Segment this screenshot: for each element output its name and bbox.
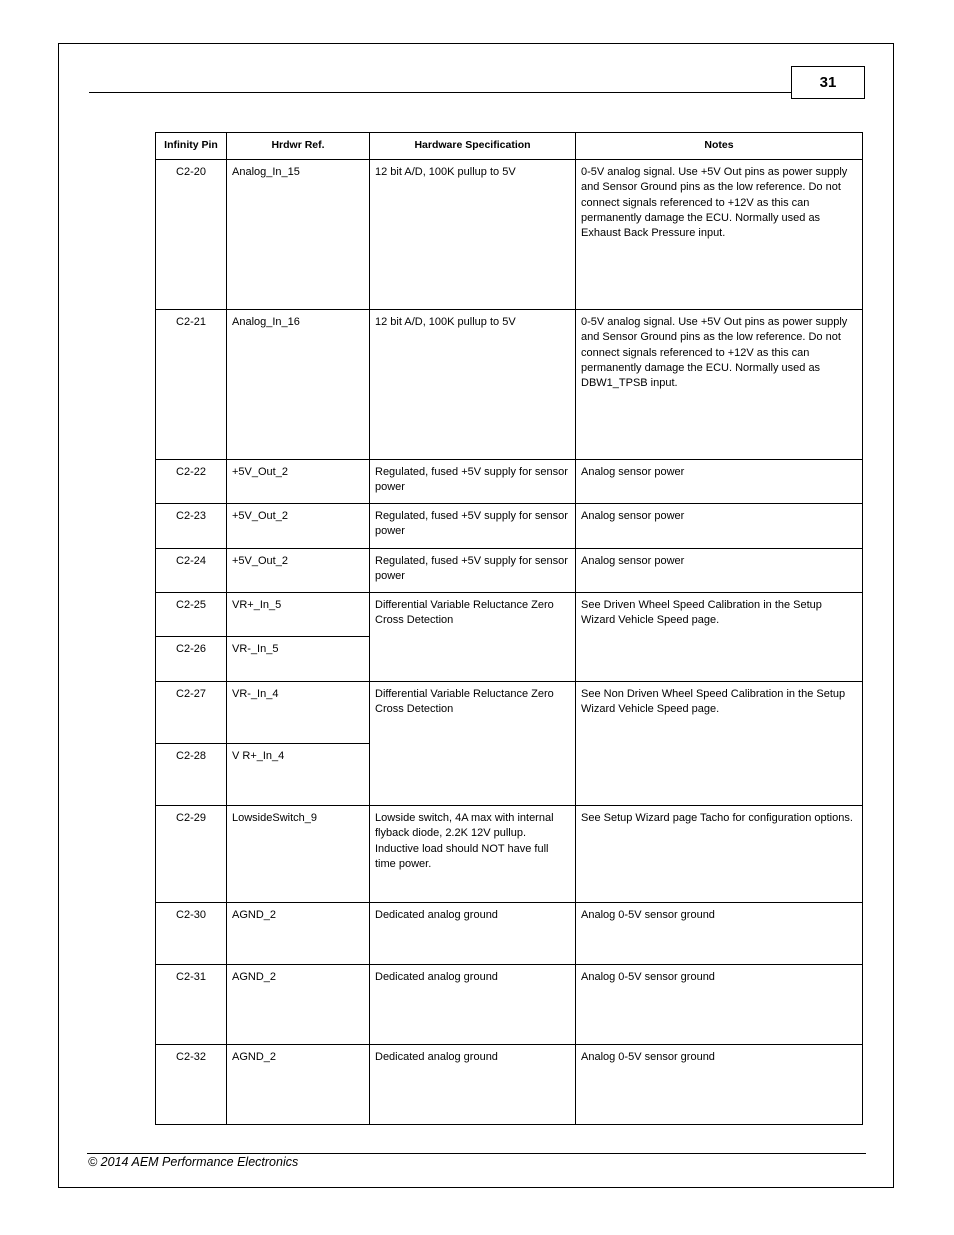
pin-cell: C2-32 (156, 1045, 227, 1125)
spec-cell: Regulated, fused +5V supply for sensor power (370, 460, 576, 504)
table-row (156, 460, 863, 504)
table-row (156, 903, 863, 965)
table-row (156, 593, 863, 637)
header-rule (89, 92, 792, 93)
pin-cell: C2-30 (156, 903, 227, 965)
ref-cell: LowsideSwitch_9 (227, 806, 370, 903)
header-hardware-spec: Hardware Specification (370, 133, 576, 160)
notes-cell: Analog sensor power (576, 460, 863, 504)
pinout-table (155, 132, 863, 1125)
notes-cell: Analog 0-5V sensor ground (576, 1045, 863, 1125)
spec-cell: 12 bit A/D, 100K pullup to 5V (370, 160, 576, 310)
spec-cell: Regulated, fused +5V supply for sensor power (370, 504, 576, 549)
notes-cell: Analog 0-5V sensor ground (576, 965, 863, 1045)
spec-cell: Dedicated analog ground (370, 965, 576, 1045)
header-infinity-pin: Infinity Pin (156, 133, 227, 160)
spec-cell: Differential Variable Reluctance Zero Cross Detection (370, 593, 576, 682)
header-hrdwr-ref: Hrdwr Ref. (227, 133, 370, 160)
table-row (156, 549, 863, 593)
pin-cell: C2-27 (156, 682, 227, 744)
notes-cell: Analog 0-5V sensor ground (576, 903, 863, 965)
notes-cell: See Driven Wheel Speed Calibration in the Setup Wizard Vehicle Speed page. (576, 593, 863, 682)
pin-cell: C2-24 (156, 549, 227, 593)
ref-cell: AGND_2 (227, 903, 370, 965)
ref-cell: +5V_Out_2 (227, 549, 370, 593)
pin-cell: C2-20 (156, 160, 227, 310)
notes-cell: See Setup Wizard page Tacho for configuration options. (576, 806, 863, 903)
spec-cell: Regulated, fused +5V supply for sensor power (370, 549, 576, 593)
table-row (156, 806, 863, 903)
ref-cell: V R+_In_4 (227, 744, 370, 806)
table-row (156, 310, 863, 460)
pin-cell: C2-23 (156, 504, 227, 549)
notes-cell: See Non Driven Wheel Speed Calibration in the Setup Wizard Vehicle Speed page. (576, 682, 863, 806)
notes-cell: Analog sensor power (576, 549, 863, 593)
ref-cell: AGND_2 (227, 965, 370, 1045)
spec-cell: Differential Variable Reluctance Zero Cross Detection (370, 682, 576, 806)
pin-cell: C2-25 (156, 593, 227, 637)
ref-cell: Analog_In_16 (227, 310, 370, 460)
notes-cell: 0-5V analog signal. Use +5V Out pins as power supply and Sensor Ground pins as the low reference. Do not connect signals referenced to +12V as this can permanently damage the ECU. Normally used as DBW1_TPSB input. (576, 310, 863, 460)
ref-cell: AGND_2 (227, 1045, 370, 1125)
spec-cell: 12 bit A/D, 100K pullup to 5V (370, 310, 576, 460)
table-header-row (156, 133, 863, 160)
pin-cell: C2-22 (156, 460, 227, 504)
pin-cell: C2-28 (156, 744, 227, 806)
spec-cell: Dedicated analog ground (370, 1045, 576, 1125)
spec-cell: Dedicated analog ground (370, 903, 576, 965)
table-row (156, 1045, 863, 1125)
footer-rule (87, 1153, 866, 1154)
ref-cell: VR-_In_5 (227, 637, 370, 682)
ref-cell: VR-_In_4 (227, 682, 370, 744)
ref-cell: +5V_Out_2 (227, 460, 370, 504)
pin-cell: C2-26 (156, 637, 227, 682)
table-row (156, 160, 863, 310)
footer-copyright: © 2014 AEM Performance Electronics (88, 1155, 299, 1169)
table-row (156, 504, 863, 549)
ref-cell: VR+_In_5 (227, 593, 370, 637)
ref-cell: Analog_In_15 (227, 160, 370, 310)
pin-cell: C2-29 (156, 806, 227, 903)
header-notes: Notes (576, 133, 863, 160)
page-number: 31 (791, 66, 865, 99)
notes-cell: Analog sensor power (576, 504, 863, 549)
table-row (156, 682, 863, 744)
ref-cell: +5V_Out_2 (227, 504, 370, 549)
spec-cell: Lowside switch, 4A max with internal flyback diode, 2.2K 12V pullup. Inductive load should NOT have full time power. (370, 806, 576, 903)
pin-cell: C2-21 (156, 310, 227, 460)
notes-cell: 0-5V analog signal. Use +5V Out pins as power supply and Sensor Ground pins as the low reference. Do not connect signals referenced to +12V as this can permanently damage the ECU. Normally used as Exhaust Back Pressure input. (576, 160, 863, 310)
pin-cell: C2-31 (156, 965, 227, 1045)
table-row (156, 965, 863, 1045)
